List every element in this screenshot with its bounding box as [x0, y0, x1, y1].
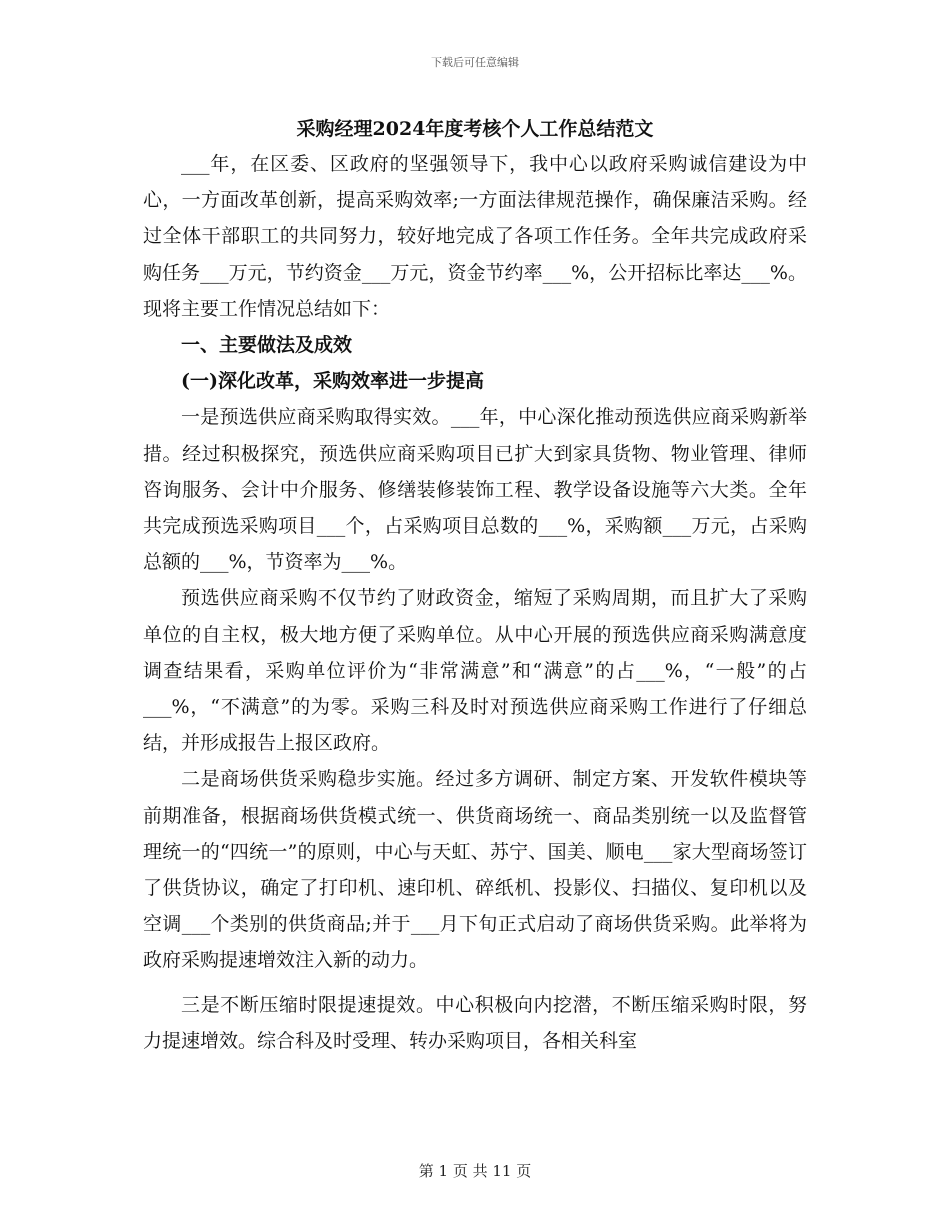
body-paragraph: 三是不断压缩时限提速提效。中心积极向内挖潜，不断压缩采购时限，努力提速增效。综合科及时受理、转办采购项目，各相关科室 — [143, 993, 807, 1052]
body-paragraph: 一是预选供应商采购取得实效。___年，中心深化推动预选供应商采购新举措。经过积极探究，预选供应商采购项目已扩大到家具货物、物业管理、律师咨询服务、会计中介服务、修缮装修装饰工程、教学设备设施等六大类。全年共完成预选采购项目___个，占采购项目总数的___%，采购额___万元，占采购总额的___%，节资率为___%。 — [143, 406, 807, 574]
subsection-heading: (一)深化改革，采购效率进一步提高 — [181, 370, 484, 393]
body-paragraph: 二是商场供货采购稳步实施。经过多方调研、制定方案、开发软件模块等前期准备，根据商场供货模式统一、供货商场统一、商品类别统一以及监督管理统一的“四统一”的原则，中心与天虹、苏宁、国美、顺电___家大型商场签订了供货协议，确定了打印机、速印机、碎纸机、投影仪、扫描仪、复印机以及空调___个类别的供货商品;并于___月下旬正式启动了商场供货采购。此举将为政府采购提速增效注入新的动力。 — [143, 768, 807, 972]
page-header-note: 下载后可任意编辑 — [431, 56, 519, 69]
body-paragraph: 预选供应商采购不仅节约了财政资金，缩短了采购周期，而且扩大了采购单位的自主权，极大地方便了采购单位。从中心开展的预选供应商采购满意度调查结果看，采购单位评价为“非常满意”和“满意”的占___%，“一般”的占___%，“不满意”的为零。采购三科及时对预选供应商采购工作进行了仔细总结，并形成报告上报区政府。 — [143, 587, 807, 755]
document-title: 采购经理2024年度考核个人工作总结范文 — [296, 118, 654, 140]
intro-paragraph: ___年，在区委、区政府的坚强领导下，我中心以政府采购诚信建设为中心，一方面改革创新，提高采购效率;一方面法律规范操作，确保廉洁采购。经过全体干部职工的共同努力，较好地完成了各项工作任务。全年共完成政府采购任务___万元，节约资金___万元，资金节约率___%，公开招标比率达___%。现将主要工作情况总结如下： — [143, 153, 807, 320]
page-number-footer: 第 1 页 共 11 页 — [418, 1162, 532, 1180]
section-heading: 一、主要做法及成效 — [181, 334, 353, 357]
document-body — [143, 114, 807, 1059]
